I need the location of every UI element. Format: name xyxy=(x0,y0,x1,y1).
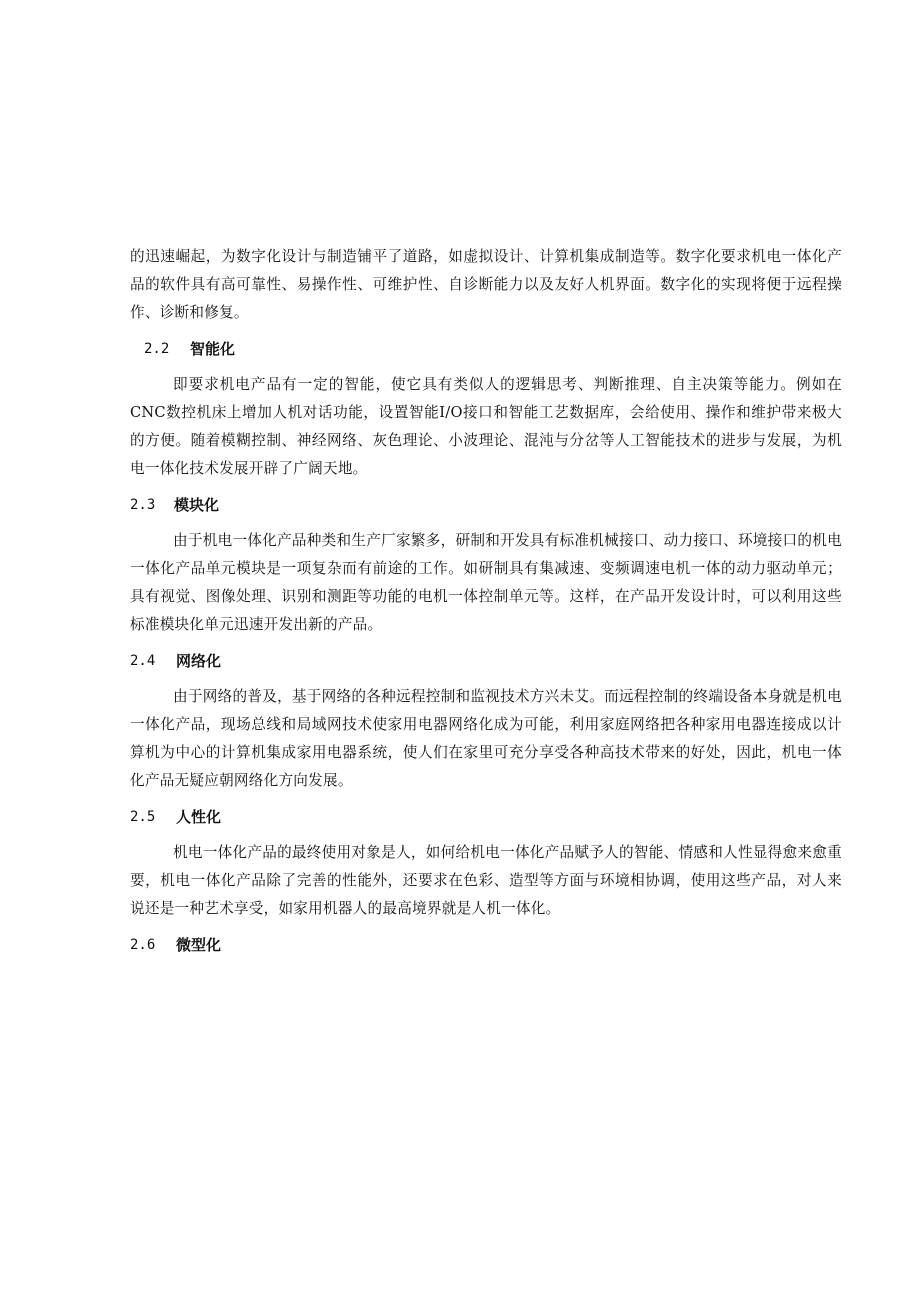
section-title: 智能化 xyxy=(190,340,236,358)
paragraph-digitalization-continued: 的迅速崛起，为数字化设计与制造铺平了道路，如虚拟设计、计算机集成制造等。数字化要求机电一体化产品的软件具有高可靠性、易操作性、可维护性、自诊断能力以及友好人机界面。数字化的实现将便于远程操作、诊断和修复。 xyxy=(130,248,842,321)
paragraph-humanization: 机电一体化产品的最终使用对象是人，如何给机电一体化产品赋予人的智能、情感和人性显得愈来愈重要，机电一体化产品除了完善的性能外，还要求在色彩、造型等方面与环境相协调，使用这些产品，对人来说还是一种艺术享受，如家用机器人的最高境界就是人机一体化。 xyxy=(130,844,842,917)
section-title: 人性化 xyxy=(176,808,222,826)
section-heading-2-2 xyxy=(130,337,842,361)
section-heading-2-4 xyxy=(130,649,842,673)
section-heading-2-6 xyxy=(130,933,842,957)
paragraph-intelligence: 即要求机电产品有一定的智能，使它具有类似人的逻辑思考、判断推理、自主决策等能力。例如在CNC数控机床上增加人机对话功能，设置智能I/O接口和智能工艺数据库，会给使用、操作和维护带来极大的方便。随着模糊控制、神经网络、灰色理论、小波理论、混沌与分岔等人工智能技术的进步与发展，为机电一体化技术发展开辟了广阔天地。 xyxy=(130,376,842,477)
document-body xyxy=(130,243,842,957)
paragraph-networking: 由于网络的普及，基于网络的各种远程控制和监视技术方兴未艾。而远程控制的终端设备本身就是机电一体化产品，现场总线和局域网技术使家用电器网络化成为可能，利用家庭网络把各种家用电器连接成以计算机为中心的计算机集成家用电器系统，使人们在家里可充分享受各种高技术带来的好处，因此，机电一体化产品无疑应朝网络化方向发展。 xyxy=(130,688,842,789)
section-number: 2.6 xyxy=(130,937,156,953)
section-heading-2-5 xyxy=(130,805,842,829)
section-title: 网络化 xyxy=(176,652,222,670)
section-number: 2.4 xyxy=(130,653,156,669)
section-title: 微型化 xyxy=(176,936,222,954)
section-title: 模块化 xyxy=(174,496,220,514)
paragraph-modularization: 由于机电一体化产品种类和生产厂家繁多，研制和开发具有标准机械接口、动力接口、环境接口的机电一体化产品单元模块是一项复杂而有前途的工作。如研制具有集减速、变频调速电机一体的动力驱动单元；具有视觉、图像处理、识别和测距等功能的电机一体控制单元等。这样，在产品开发设计时，可以利用这些标准模块化单元迅速开发出新的产品。 xyxy=(130,532,842,633)
section-number: 2.2 xyxy=(144,341,170,357)
section-number: 2.5 xyxy=(130,809,156,825)
section-number: 2.3 xyxy=(130,497,156,513)
section-heading-2-3 xyxy=(130,493,842,517)
